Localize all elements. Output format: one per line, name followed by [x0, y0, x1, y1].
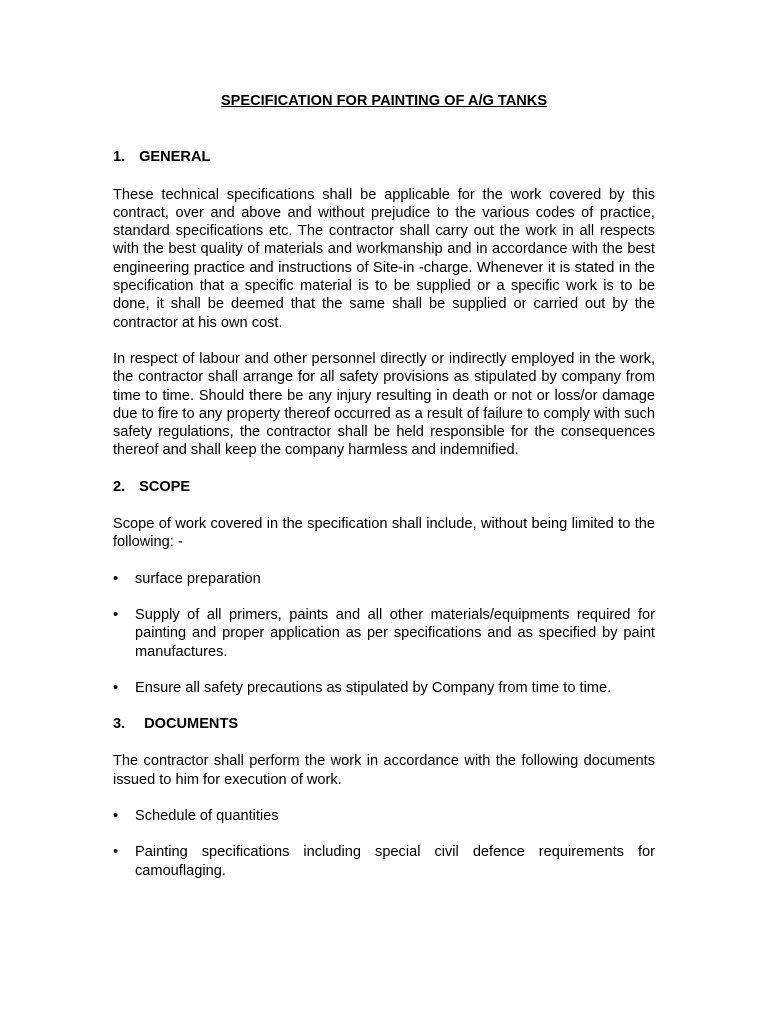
list-item-text: Painting specifications including special civil defence requirements for camouflaging. — [135, 844, 655, 879]
list-item-text: Ensure all safety precautions as stipulated by Company from time to time. — [135, 679, 612, 696]
list-item-text: surface preparation — [135, 570, 261, 587]
list-item — [113, 807, 655, 825]
list-item — [113, 679, 655, 697]
document-title: SPECIFICATION FOR PAINTING OF A/G TANKS — [220, 93, 548, 109]
bullet-icon: • — [113, 606, 119, 623]
scope-intro: Scope of work covered in the specification shall include, without being limited to the following: - — [113, 516, 655, 551]
bullet-icon: • — [113, 844, 119, 861]
general-paragraph-2: In respect of labour and other personnel directly or indirectly employed in the work, the contractor shall arrange for all safety provisions as stipulated by company from time to time. Should there be any injury resulting in death or not or loss/or damage due to fire to any property thereof occurred as a result of failure to comply with such safety regulations, the contractor shall be held responsible for the consequences thereof and shall keep the company harmless and indemnified. — [113, 350, 655, 459]
general-paragraph-1: These technical specifications shall be applicable for the work covered by this contract, over and above and without prejudice to the various codes of practice, standard specifications etc. The contractor shall carry out the work in all respects with the best quality of materials and workmanship and in accordance with the best engineering practice and instructions of Site-in -charge. Whenever it is stated in the specification that a specific material is to be supplied or a specific work is to be done, it shall be deemed that the same shall be supplied or carried out by the contractor at his own cost. — [113, 186, 655, 331]
section-title: SCOPE — [139, 478, 191, 495]
documents-bullet-list — [113, 807, 655, 880]
list-item — [113, 843, 655, 880]
list-item-text: Supply of all primers, paints and all other materials/equipments required for painting and proper application as per specifications and as specified by paint manufactures. — [135, 606, 655, 660]
document-page — [113, 92, 655, 898]
scope-bullet-list — [113, 570, 655, 697]
bullet-icon: • — [113, 808, 119, 825]
section-number: 1. — [113, 149, 126, 166]
section-number: 2. — [113, 478, 126, 495]
documents-intro: The contractor shall perform the work in accordance with the following documents issued to him for execution of work. — [113, 753, 655, 788]
section-heading-general — [113, 148, 655, 166]
bullet-icon: • — [113, 679, 119, 696]
list-item — [113, 606, 655, 661]
section-number: 3. — [113, 716, 126, 733]
section-title: GENERAL — [139, 149, 211, 166]
section-heading-scope — [113, 478, 655, 496]
section-title: DOCUMENTS — [144, 716, 239, 733]
section-heading-documents — [113, 715, 655, 733]
list-item — [113, 570, 655, 588]
list-item-text: Schedule of quantities — [135, 808, 279, 825]
bullet-icon: • — [113, 570, 119, 587]
